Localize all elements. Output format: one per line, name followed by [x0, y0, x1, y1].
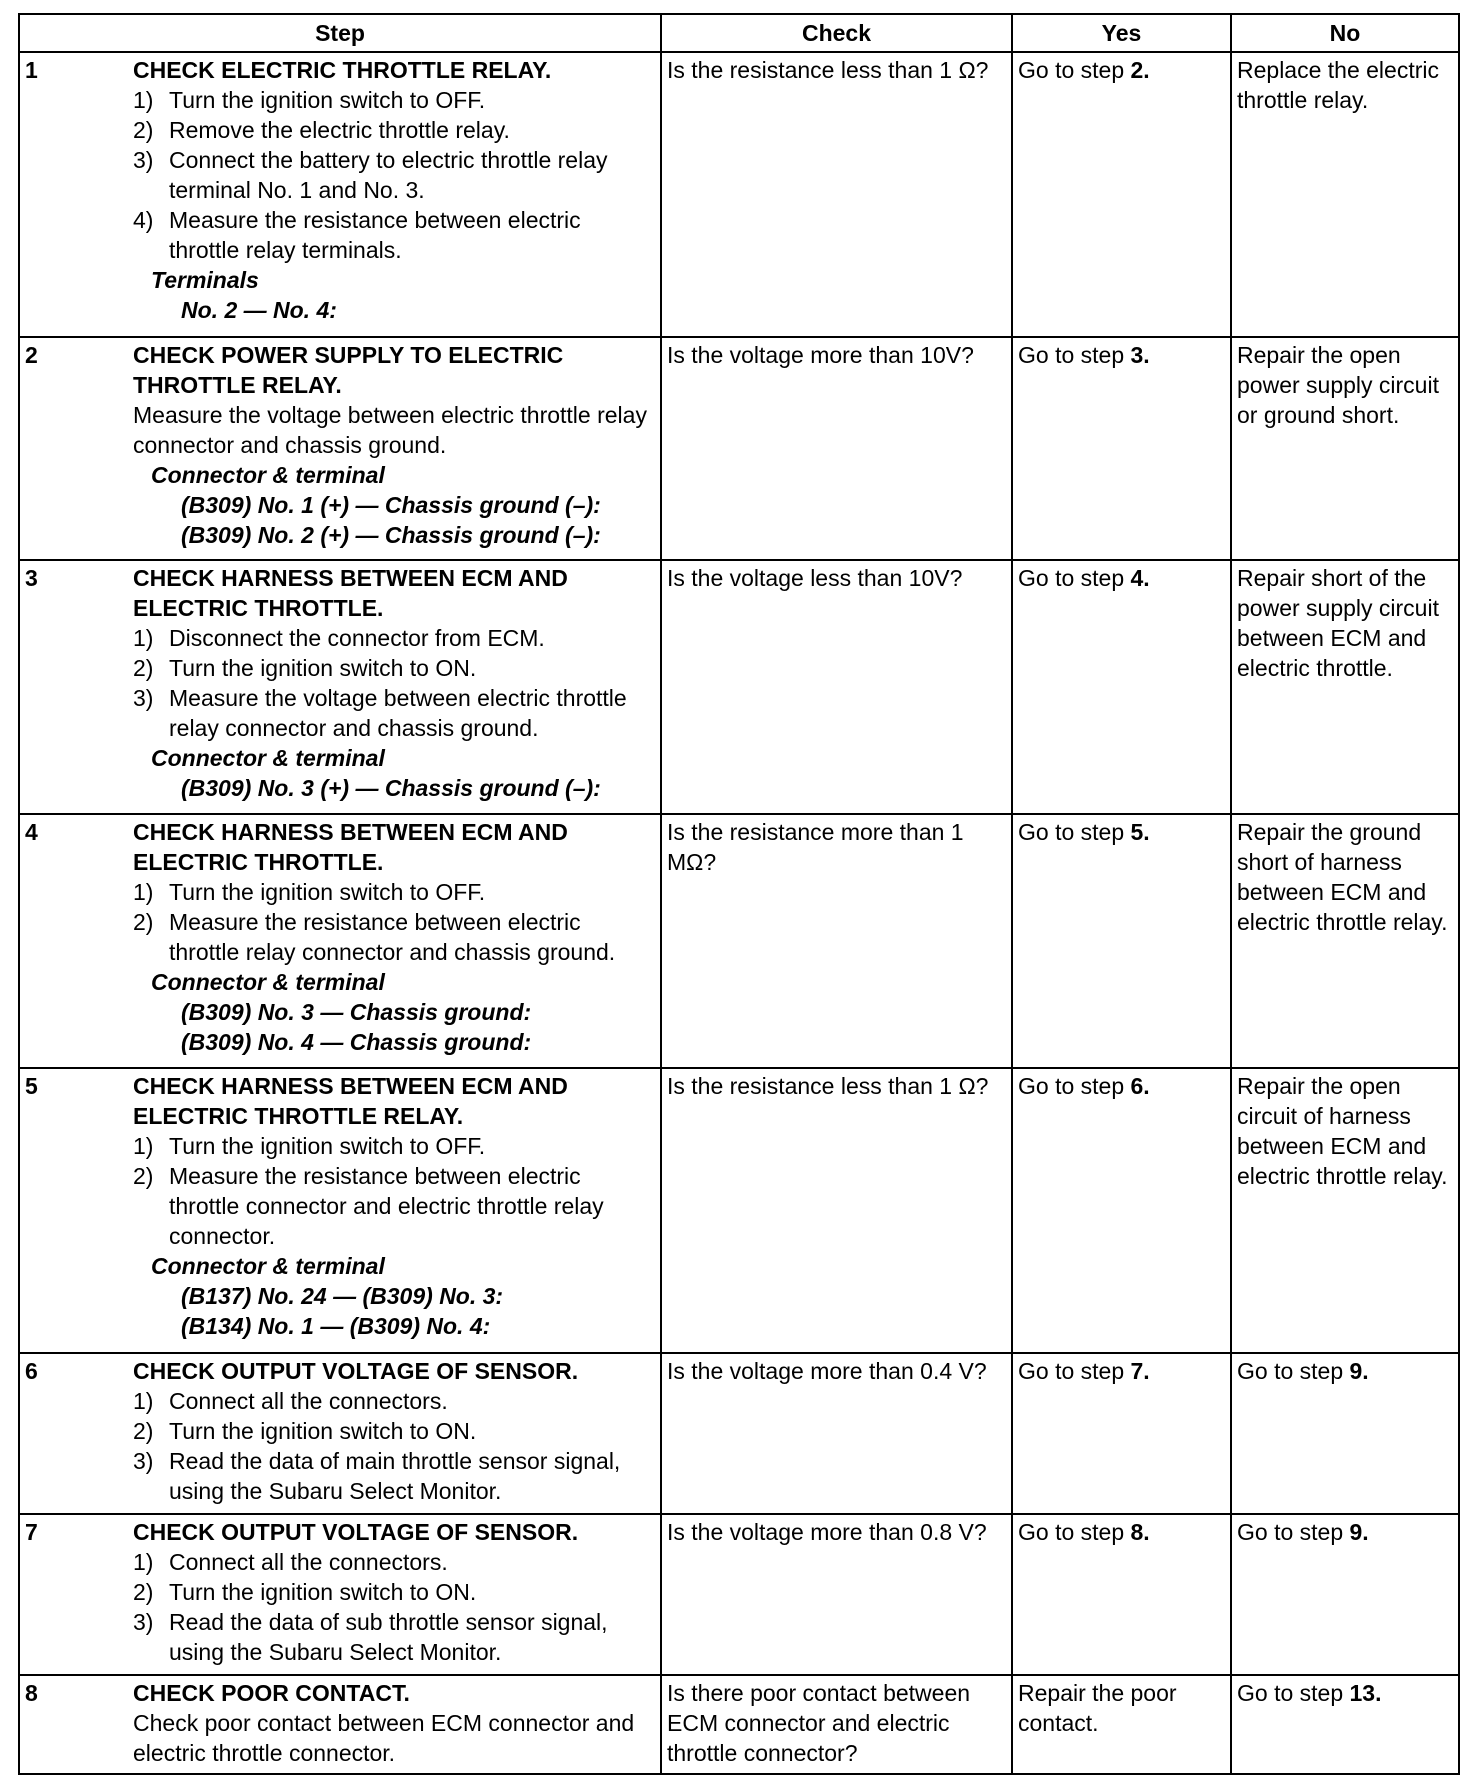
check-cell: Is there poor contact between ECM connector and electric throttle connector? — [661, 1675, 1012, 1774]
step-cell — [19, 1068, 661, 1353]
substep-list — [133, 1386, 655, 1506]
substep-text: Connect all the connectors. — [169, 1387, 448, 1414]
substep — [133, 1607, 655, 1667]
header-check: Check — [661, 14, 1012, 52]
step-number: 5 — [25, 1072, 38, 1099]
substep-text: Connect the battery to electric throttle relay terminal No. 1 and No. 3. — [169, 147, 608, 203]
substep-list — [133, 1547, 655, 1667]
substep-text: Measure the resistance between electric throttle relay terminals. — [169, 207, 581, 263]
substep-number: 1) — [133, 87, 154, 113]
substep — [133, 1547, 655, 1577]
substep-text: Turn the ignition switch to ON. — [169, 1578, 477, 1605]
step-title: CHECK OUTPUT VOLTAGE OF SENSOR. — [133, 1518, 579, 1545]
yes-cell — [1012, 560, 1231, 814]
no-action-text: Go to step — [1237, 1357, 1350, 1384]
no-action-text: Repair the open circuit of harness between ECM and electric throttle relay. — [1237, 1072, 1448, 1189]
substep-text: Turn the ignition switch to ON. — [169, 654, 477, 681]
connector-terminal-spec: (B309) No. 4 — Chassis ground: — [181, 1028, 532, 1055]
connector-terminal-spec: (B309) No. 3 (+) — Chassis ground (–): — [181, 774, 601, 801]
no-cell — [1231, 1353, 1459, 1514]
step-number: 1 — [25, 57, 38, 83]
yes-cell — [1012, 337, 1231, 560]
substep — [133, 1416, 655, 1446]
substep-list — [133, 1131, 655, 1251]
table-row — [19, 52, 1459, 337]
yes-action-text: Go to step — [1018, 57, 1131, 83]
substep-text: Measure the resistance between electric throttle connector and electric throttle relay connector. — [169, 1162, 604, 1249]
substep-text: Turn the ignition switch to ON. — [169, 1417, 477, 1444]
connector-label: Connector & terminal — [151, 1252, 385, 1279]
table-row — [19, 1068, 1459, 1353]
check-cell: Is the voltage less than 10V? — [661, 560, 1012, 814]
step-title: CHECK HARNESS BETWEEN ECM AND ELECTRIC THROTTLE. — [133, 564, 568, 621]
step-cell — [19, 52, 661, 337]
no-cell — [1231, 52, 1459, 337]
step-title: CHECK ELECTRIC THROTTLE RELAY. — [133, 57, 552, 83]
check-cell: Is the resistance less than 1 Ω? — [661, 52, 1012, 337]
substep-number: 1) — [133, 624, 154, 651]
diagnostic-table — [18, 13, 1460, 1775]
header-no: No — [1231, 14, 1459, 52]
step-title: CHECK HARNESS BETWEEN ECM AND ELECTRIC THROTTLE RELAY. — [133, 1072, 568, 1129]
connector-terminal-spec: No. 2 — No. 4: — [181, 297, 337, 323]
no-cell — [1231, 1514, 1459, 1675]
connector-label: Connector & terminal — [151, 744, 385, 771]
yes-step-ref: 8. — [1130, 1518, 1150, 1545]
table-row — [19, 560, 1459, 814]
step-number: 6 — [25, 1357, 38, 1384]
no-action-text: Go to step — [1237, 1679, 1350, 1706]
yes-action-text: Go to step — [1018, 341, 1131, 368]
substep — [133, 653, 655, 683]
step-number: 8 — [25, 1679, 38, 1706]
substep-number: 2) — [133, 654, 154, 681]
substep-text: Disconnect the connector from ECM. — [169, 624, 545, 651]
step-number: 7 — [25, 1518, 38, 1545]
no-action-text: Repair the open power supply circuit or ground short. — [1237, 341, 1439, 428]
substep — [133, 907, 655, 967]
substep-number: 2) — [133, 1417, 154, 1444]
connector-label: Terminals — [151, 267, 259, 293]
substep — [133, 877, 655, 907]
substep-text: Remove the electric throttle relay. — [169, 117, 510, 143]
step-number: 4 — [25, 818, 38, 845]
connector-terminal-spec: (B134) No. 1 — (B309) No. 4: — [181, 1312, 491, 1339]
yes-action-text: Go to step — [1018, 564, 1131, 591]
header-step: Step — [19, 14, 661, 52]
table-row — [19, 1353, 1459, 1514]
no-action-text: Replace the electric throttle relay. — [1237, 57, 1439, 113]
no-cell — [1231, 1068, 1459, 1353]
table-body — [19, 52, 1459, 1774]
substep — [133, 1131, 655, 1161]
check-cell: Is the voltage more than 10V? — [661, 337, 1012, 560]
header-yes: Yes — [1012, 14, 1231, 52]
substep-number: 3) — [133, 1447, 154, 1474]
yes-cell — [1012, 52, 1231, 337]
step-cell — [19, 560, 661, 814]
substep — [133, 623, 655, 653]
step-title: CHECK POOR CONTACT. — [133, 1679, 410, 1706]
yes-cell — [1012, 1353, 1231, 1514]
no-step-ref: 9. — [1349, 1518, 1369, 1545]
connector-terminal-spec: (B309) No. 2 (+) — Chassis ground (–): — [181, 521, 601, 548]
substep-number: 4) — [133, 207, 154, 233]
substep-number: 1) — [133, 1132, 154, 1159]
step-title: CHECK POWER SUPPLY TO ELECTRIC THROTTLE RELAY. — [133, 341, 564, 398]
no-action-text: Repair short of the power supply circuit between ECM and electric throttle. — [1237, 564, 1439, 681]
substep-text: Measure the voltage between electric throttle relay connector and chassis ground. — [169, 684, 627, 741]
substep-number: 2) — [133, 117, 154, 143]
yes-step-ref: 7. — [1130, 1357, 1150, 1384]
substep — [133, 1577, 655, 1607]
substep — [133, 683, 655, 743]
connector-terminal-spec: (B309) No. 3 — Chassis ground: — [181, 998, 532, 1025]
step-cell — [19, 337, 661, 560]
substep — [133, 205, 655, 265]
header-row — [19, 14, 1459, 52]
connector-label: Connector & terminal — [151, 461, 385, 488]
substep-number: 3) — [133, 147, 154, 173]
substep-text: Read the data of main throttle sensor signal, using the Subaru Select Monitor. — [169, 1447, 621, 1504]
yes-action-text: Go to step — [1018, 1518, 1131, 1545]
substep-number: 2) — [133, 908, 154, 935]
check-cell: Is the voltage more than 0.8 V? — [661, 1514, 1012, 1675]
no-cell — [1231, 560, 1459, 814]
substep-number: 1) — [133, 878, 154, 905]
substep-number: 3) — [133, 684, 154, 711]
yes-action-text: Go to step — [1018, 818, 1131, 845]
substep-text: Connect all the connectors. — [169, 1548, 448, 1575]
substep-list — [133, 877, 655, 967]
yes-action-text: Go to step — [1018, 1072, 1131, 1099]
substep-number: 2) — [133, 1578, 154, 1605]
step-title: CHECK HARNESS BETWEEN ECM AND ELECTRIC THROTTLE. — [133, 818, 568, 875]
step-cell — [19, 814, 661, 1068]
substep — [133, 145, 655, 205]
step-instruction: Measure the voltage between electric throttle relay connector and chassis ground. — [133, 401, 647, 458]
substep-number: 2) — [133, 1162, 154, 1189]
no-action-text: Go to step — [1237, 1518, 1350, 1545]
no-action-text: Repair the ground short of harness between ECM and electric throttle relay. — [1237, 818, 1448, 935]
check-cell: Is the voltage more than 0.4 V? — [661, 1353, 1012, 1514]
step-cell — [19, 1514, 661, 1675]
yes-action-text: Go to step — [1018, 1357, 1131, 1384]
substep-text: Turn the ignition switch to OFF. — [169, 878, 486, 905]
substep-number: 3) — [133, 1608, 154, 1635]
yes-cell — [1012, 1068, 1231, 1353]
yes-step-ref: 6. — [1130, 1072, 1150, 1099]
substep-list — [133, 85, 655, 265]
yes-cell — [1012, 814, 1231, 1068]
connector-label: Connector & terminal — [151, 968, 385, 995]
yes-step-ref: 4. — [1130, 564, 1150, 591]
table-row — [19, 1675, 1459, 1774]
substep-number: 1) — [133, 1548, 154, 1575]
substep — [133, 1386, 655, 1416]
yes-step-ref: 5. — [1130, 818, 1150, 845]
substep — [133, 1161, 655, 1251]
substep-text: Measure the resistance between electric throttle relay connector and chassis ground. — [169, 908, 616, 965]
step-instruction: Check poor contact between ECM connector and electric throttle connector. — [133, 1709, 635, 1766]
check-cell: Is the resistance more than 1 MΩ? — [661, 814, 1012, 1068]
substep-text: Read the data of sub throttle sensor signal, using the Subaru Select Monitor. — [169, 1608, 608, 1665]
no-cell — [1231, 814, 1459, 1068]
step-title: CHECK OUTPUT VOLTAGE OF SENSOR. — [133, 1357, 579, 1384]
no-cell — [1231, 337, 1459, 560]
yes-step-ref: 2. — [1130, 57, 1150, 83]
step-number: 2 — [25, 341, 38, 368]
table-row — [19, 814, 1459, 1068]
yes-cell — [1012, 1514, 1231, 1675]
table-row — [19, 337, 1459, 560]
yes-step-ref: 3. — [1130, 341, 1150, 368]
substep — [133, 1446, 655, 1506]
substep — [133, 85, 655, 115]
substep — [133, 115, 655, 145]
step-cell — [19, 1675, 661, 1774]
no-step-ref: 13. — [1349, 1679, 1382, 1706]
step-cell — [19, 1353, 661, 1514]
substep-text: Turn the ignition switch to OFF. — [169, 87, 486, 113]
substep-text: Turn the ignition switch to OFF. — [169, 1132, 486, 1159]
yes-cell — [1012, 1675, 1231, 1774]
substep-number: 1) — [133, 1387, 154, 1414]
connector-terminal-spec: (B309) No. 1 (+) — Chassis ground (–): — [181, 491, 601, 518]
substep-list — [133, 623, 655, 743]
no-step-ref: 9. — [1349, 1357, 1369, 1384]
table-row — [19, 1514, 1459, 1675]
connector-terminal-spec: (B137) No. 24 — (B309) No. 3: — [181, 1282, 504, 1309]
no-cell — [1231, 1675, 1459, 1774]
step-number: 3 — [25, 564, 38, 591]
yes-action-text: Repair the poor contact. — [1018, 1679, 1177, 1736]
check-cell: Is the resistance less than 1 Ω? — [661, 1068, 1012, 1353]
